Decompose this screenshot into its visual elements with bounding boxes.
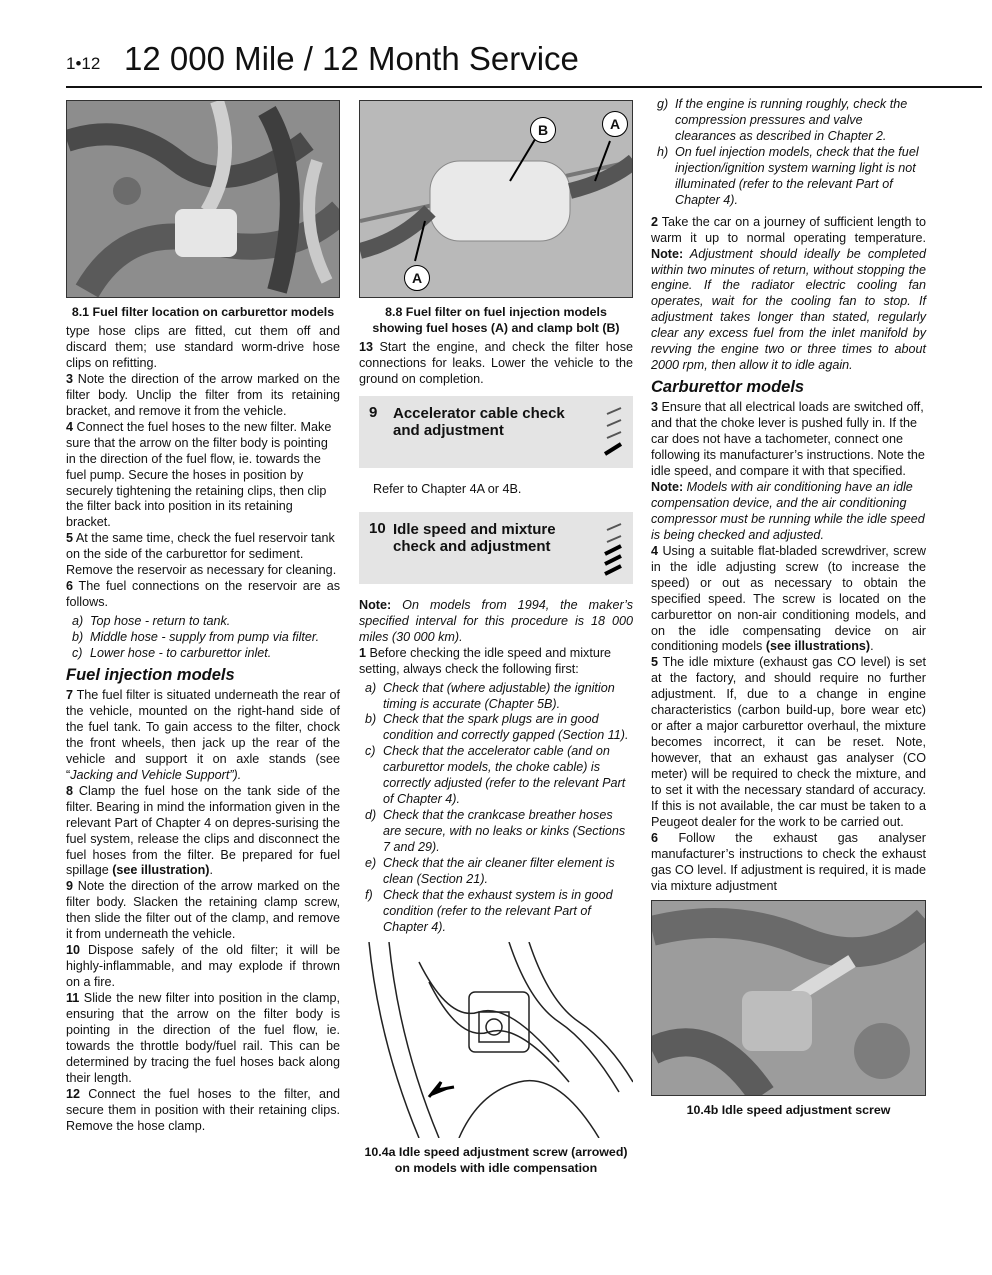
paragraph-6: 6 Follow the exhaust gas analyser manufacturer’s instructions to check the exhaust gas CO level. If adjustment is required, it is made via mixture adjustment	[651, 830, 926, 893]
paragraph-4: 4 Using a suitable flat-bladed screwdriver, screw in the idle adjusting screw (to increase the speed) or out as necessary to obtain the specified speed. The screw is located on the carburettor on non-air conditioning models, and on the idle compensating device on air conditioning models (see illustrations).	[651, 543, 927, 654]
figure-8-1-caption: 8.1 Fuel filter location on carburettor models	[71, 305, 335, 319]
page-title: 12 000 Mile / 12 Month Service	[124, 40, 579, 77]
section-9-header	[359, 396, 633, 468]
paragraph-11: 11 Slide the new filter into position in the clamp, ensuring that the arrow on the filter body is pointing in the direction of the fuel flow, ie. towards the throttle body/fuel rail. This can be determined by tracing the fuel hoses back along their length.	[66, 991, 341, 1085]
section-title: Accelerator cable check and adjustment	[393, 404, 565, 439]
section-number: 10	[369, 519, 386, 537]
section-title: Idle speed and mixture check and adjustment	[393, 520, 556, 555]
paragraph-9: 9 Note the direction of the arrow marked on the filter body. Slacken the retaining clamp screw, then slide the filter out of the clamp, and remove it from underneath the vehicle.	[66, 879, 340, 942]
paragraph-13: 13 Start the engine, and check the filter hose connections for leaks. Lower the vehicle to the ground on completion.	[359, 340, 634, 386]
paragraph-6: 6 The fuel connections on the reservoir are as follows.	[66, 579, 340, 610]
list-item: e) Check that the air cleaner filter element is clean (Section 21).	[365, 856, 615, 887]
figure-10-4a-drawing	[359, 942, 633, 1138]
list-item: d) Check that the crankcase breather hoses are secure, with no leaks or kinks (Sections 7 and 29).	[365, 808, 626, 855]
difficulty-spanner-icon	[601, 404, 627, 462]
paragraph-4: 4 Connect the fuel hoses to the new filter. Make sure that the arrow on the filter body is pointing in the direction of the fuel flow, ie. towards the fuel pump. Secure the hoses in position by securely tightening the retaining clips, then clip the filter back into position in its retaining bracket.	[66, 419, 332, 530]
engine-photo-graphic	[67, 101, 340, 297]
column-3	[651, 97, 927, 1122]
paragraph: type hose clips are fitted, cut them off and discard them; use standard worm-drive hose clips on refitting.	[66, 324, 340, 370]
list-item: f) Check that the exhaust system is in good condition (refer to the relevant Part of Chapter 4).	[365, 887, 613, 934]
paragraph-7: 7 The fuel filter is situated underneath the rear of the vehicle, mounted on the right-hand side of the fuel tank. To gain access to the filter, chock the front wheels, then jack up the rear of the vehicle and support it on axle stands (see “Jacking and Vehicle Support”).	[66, 687, 340, 782]
label-a-badge: A	[404, 265, 430, 291]
list-item: b) Middle hose - supply from pump via filter.	[72, 630, 320, 645]
section-10-header	[359, 512, 633, 584]
figure-10-4b-caption: 10.4b Idle speed adjustment screw	[686, 1102, 891, 1117]
paragraph-3: 3 Note the direction of the arrow marked on the filter body. Unclip the filter from its retaining bracket, and remove it from the vehicle.	[66, 371, 340, 418]
paragraph-12: 12 Connect the fuel hoses to the filter, and secure them in position with their retaining clips. Remove the hose clamp.	[66, 1086, 341, 1133]
list-item: g) If the engine is running roughly, check the compression pressures and valve clearances as described in Chapter 2.	[657, 97, 908, 143]
figure-8-8-caption: 8.8 Fuel filter on fuel injection models showing fuel hoses (A) and clamp bolt (B)	[372, 305, 620, 335]
preliminary-checks-list-cont	[657, 97, 926, 209]
page-number: 1•12	[66, 54, 101, 73]
paragraph-1: 1 Before checking the idle speed and mixture setting, always check the following first:	[359, 645, 612, 676]
paragraph-3: 3 Ensure that all electrical loads are switched off, and that the choke lever is pushed fully in. If the car does not have a tachometer, connect one following its manufacturer’s instructions. Note the idle speed, and compare it with that specified. Note: Models with air conditioning have an idle compensation device, and the air conditioning compressor must be running while the idle speed is being checked and adjusted.	[651, 400, 925, 542]
note-paragraph: Note: On models from 1994, the maker’s specified interval for this procedure is 18 000 miles (30 000 km).	[359, 597, 633, 644]
section-9-text: Refer to Chapter 4A or 4B.	[373, 481, 522, 496]
idle-screw-photo-graphic	[652, 901, 926, 1095]
paragraph-8: 8 Clamp the fuel hose on the tank side of the filter. Bearing in mind the information given in the relevant Part of Chapter 4 on depres-surising the fuel system, release the clips and disconnect the fuel hoses from the filter. Be prepared for fuel spillage (see illustration).	[66, 783, 340, 878]
figure-10-4a-caption: 10.4a Idle speed adjustment screw (arrowed) on models with idle compensation	[364, 1144, 628, 1175]
section-number: 9	[369, 403, 378, 421]
difficulty-spanner-icon	[601, 520, 627, 578]
fuel-injection-heading: Fuel injection models	[66, 666, 235, 685]
list-item: c) Check that the accelerator cable (and on carburettor models, the choke cable) is correctly adjusted (refer to the relevant Part of Chapter 4).	[365, 744, 626, 807]
figure-10-4b-photo	[651, 900, 926, 1096]
column-2	[359, 100, 633, 1180]
paragraph-5: 5 At the same time, check the fuel reservoir tank on the side of the carburettor for sediment. Remove the reservoir as necessary for cleaning.	[66, 531, 337, 578]
carburettor-line-drawing	[359, 942, 633, 1138]
list-item: a) Check that (where adjustable) the ignition timing is accurate (Chapter 5B).	[365, 680, 615, 711]
fuel-filter-photo-graphic	[360, 101, 633, 297]
label-a-badge: A	[602, 111, 628, 137]
paragraph-2: 2 Take the car on a journey of sufficient length to warm it up to normal operating temperature. Note: Adjustment should ideally be completed within two minutes of return, without stopping the engine. If the radiator electric cooling fan operates, wait for the cooling fan to stop. If adjustment takes longer than stated, regularly clear any excess fuel from the inlet manifold by revving the engine two or three times to about 2000 rpm, then allow it to idle again.	[651, 214, 927, 373]
list-item: c) Lower hose - to carburettor inlet.	[72, 646, 272, 661]
paragraph-5: 5 The idle mixture (exhaust gas CO level) is set at the factory, and should require no further adjustment. If, due to a change in engine characteristics (carbon build-up, bore wear etc) or after a major carburettor overhaul, the mixture becomes incorrect, it can be reset. Note, however, that an exhaust gas analyser (CO meter) will be required to check the mixture, and to set it with the necessary standard of accuracy. If this is not available, the car must be taken to a Peugeot dealer for the work to be carried out.	[651, 655, 926, 829]
list-item: a) Top hose - return to tank.	[72, 614, 231, 629]
reservoir-connections-list	[72, 614, 340, 662]
preliminary-checks-list	[365, 681, 633, 936]
figure-8-8-photo	[359, 100, 633, 298]
paragraph-10: 10 Dispose safely of the old filter; it will be highly-inflammable, and may explode if thrown on a fire.	[66, 943, 340, 990]
column-1	[66, 100, 340, 1135]
list-item: h) On fuel injection models, check that the fuel injection/ignition system warning light is not illuminated (refer to the relevant Part of Chapter 4).	[657, 144, 919, 207]
figure-8-1-photo	[66, 100, 340, 298]
page-header	[66, 40, 982, 88]
label-b-badge: B	[530, 117, 556, 143]
list-item: b) Check that the spark plugs are in good condition and correctly gapped (Section 11).	[365, 712, 629, 743]
carburettor-heading: Carburettor models	[651, 378, 805, 397]
